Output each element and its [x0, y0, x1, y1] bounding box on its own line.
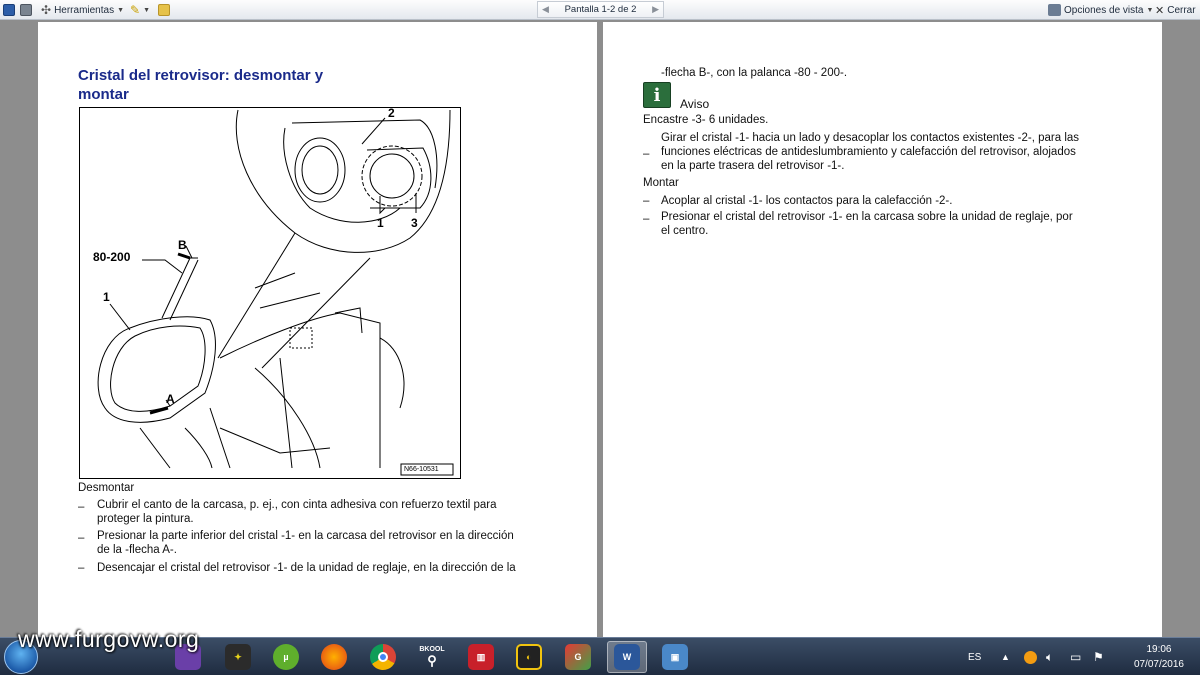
step-3	[78, 561, 578, 575]
close-label: Cerrar	[1167, 4, 1196, 16]
print-button[interactable]	[20, 0, 32, 20]
word-icon: W	[614, 644, 640, 670]
chart-app-icon: ▥	[468, 644, 494, 670]
save-button[interactable]	[3, 0, 15, 20]
taskbar-app-bkool[interactable]	[412, 641, 452, 673]
page-navigator[interactable]	[537, 1, 664, 18]
callout-a: A	[166, 392, 175, 406]
file-explorer-icon: ▣	[662, 644, 688, 670]
dash: –	[643, 213, 650, 225]
notice-text: Encastre -3- 6 unidades.	[643, 114, 769, 126]
chevron-down-icon: ▼	[1146, 6, 1154, 14]
step-line: Presionar el cristal del retrovisor -1- en la carcasa sobre la unidad de reglaje, por	[661, 211, 1073, 223]
step-line: Girar el cristal -1- hacia un lado y desacoplar los contactos existentes -2-, para las	[661, 132, 1080, 144]
taskbar-app-xg[interactable]	[558, 641, 598, 673]
tools-menu[interactable]	[41, 0, 124, 20]
tray-app-icon[interactable]	[1024, 638, 1037, 675]
previous-page-icon[interactable]: ◀	[542, 4, 549, 14]
close-button[interactable]	[1155, 0, 1196, 20]
watermark: www.furgovw.org	[18, 626, 200, 652]
pen-icon: ✎	[130, 3, 141, 17]
step-1	[78, 498, 578, 526]
volume-icon[interactable]: 🔈︎	[1046, 649, 1054, 664]
section-montar: Montar	[643, 177, 679, 189]
continued-step-line: -flecha B-, con la palanca -80 - 200-.	[661, 67, 848, 79]
document-page-2	[603, 22, 1162, 637]
tools-icon: ✣	[41, 3, 52, 17]
assembly-step-2	[643, 210, 1153, 238]
step-line: de la -flecha A-.	[97, 544, 177, 556]
notice-label: Aviso	[680, 97, 710, 111]
dash: –	[78, 532, 85, 544]
utorrent-icon: µ	[273, 644, 299, 670]
taskbar-app-utorrent[interactable]	[266, 641, 306, 673]
taskbar-app-firefox[interactable]	[314, 641, 354, 673]
dash: –	[78, 562, 85, 574]
step-line: proteger la pintura.	[97, 513, 194, 525]
step-line: Cubrir el canto de la carcasa, p. ej., con cinta adhesiva con refuerzo textil para	[97, 499, 497, 511]
chrome-icon	[370, 644, 396, 670]
clock-date: 07/07/2016	[1133, 659, 1184, 670]
print-icon	[20, 4, 32, 16]
figure-code: N66-10531	[404, 466, 439, 473]
info-icon: i	[643, 82, 671, 108]
taskbar-app-chrome[interactable]	[363, 641, 403, 673]
view-options-menu[interactable]	[1048, 0, 1153, 20]
autocad-icon: ✦	[225, 644, 251, 670]
callout-1-detail: 1	[377, 216, 384, 230]
firefox-icon	[321, 644, 347, 670]
step-line: en la parte trasera del retrovisor -1-.	[661, 160, 845, 172]
next-page-icon[interactable]: ▶	[652, 4, 659, 14]
step-line: Acoplar al cristal -1- los contactos para la calefacción -2-.	[661, 195, 953, 207]
pager-label: Pantalla 1-2 de 2	[564, 4, 637, 15]
bkool-label: BKOOL	[419, 645, 445, 653]
action-center-icon[interactable]: ⚑	[1093, 650, 1104, 664]
tools-label: Herramientas	[54, 4, 115, 16]
page-title: Cristal del retrovisor: desmontar y montar	[78, 67, 324, 103]
taskbar-app-word[interactable]	[607, 641, 647, 673]
view-options-label: Opciones de vista	[1064, 4, 1144, 16]
callout-80-200: 80-200	[93, 250, 131, 264]
chevron-down-icon: ▼	[143, 6, 150, 14]
taskbar-app-explorer[interactable]	[655, 641, 695, 673]
network-icon[interactable]: ▭	[1070, 650, 1082, 664]
taskbar-app-autocad[interactable]	[218, 641, 258, 673]
clock-time: 19:06	[1146, 644, 1172, 655]
save-icon	[3, 4, 15, 16]
language-indicator[interactable]: ES	[968, 651, 982, 663]
step-line: Presionar la parte inferior del cristal -1- en la carcasa del retrovisor en la dirección	[97, 530, 514, 542]
disassembly-step	[643, 131, 1153, 173]
assembly-step-1	[643, 194, 1153, 208]
show-hidden-icons[interactable]: ▲	[1001, 652, 1010, 662]
bicycle-icon: ⚲	[427, 652, 437, 668]
mirror-illustration	[80, 108, 461, 479]
reader-toolbar	[0, 0, 1200, 20]
step-line: el centro.	[661, 225, 709, 237]
taskbar-app-chart[interactable]	[461, 641, 501, 673]
step-line: funciones eléctricas de antideslumbramiento y calefacción del retrovisor, alojados	[661, 146, 1076, 158]
step-line: Desencajar el cristal del retrovisor -1- de la unidad de reglaje, en la dirección de la	[97, 562, 516, 574]
callout-3: 3	[411, 216, 418, 230]
open-folder-button[interactable]	[158, 0, 170, 20]
callout-1: 1	[103, 290, 110, 304]
view-options-icon	[1048, 4, 1061, 16]
callout-b: B	[178, 238, 187, 252]
gauge-icon: ◐	[516, 644, 542, 670]
system-clock[interactable]	[1134, 642, 1184, 672]
chevron-down-icon: ▼	[117, 6, 125, 14]
dash: –	[643, 148, 650, 160]
highlight-button[interactable]	[130, 0, 150, 20]
step-2	[78, 529, 578, 557]
taskbar-app-gauge[interactable]	[509, 641, 549, 673]
dash: –	[78, 501, 85, 513]
section-desmontar: Desmontar	[78, 482, 135, 494]
folder-icon	[158, 4, 170, 16]
xg-icon: G	[565, 644, 591, 670]
callout-2: 2	[388, 107, 395, 120]
document-page-1	[38, 22, 597, 637]
close-icon: ✕	[1155, 4, 1165, 17]
mirror-diagram	[79, 107, 461, 479]
dash: –	[643, 195, 650, 207]
